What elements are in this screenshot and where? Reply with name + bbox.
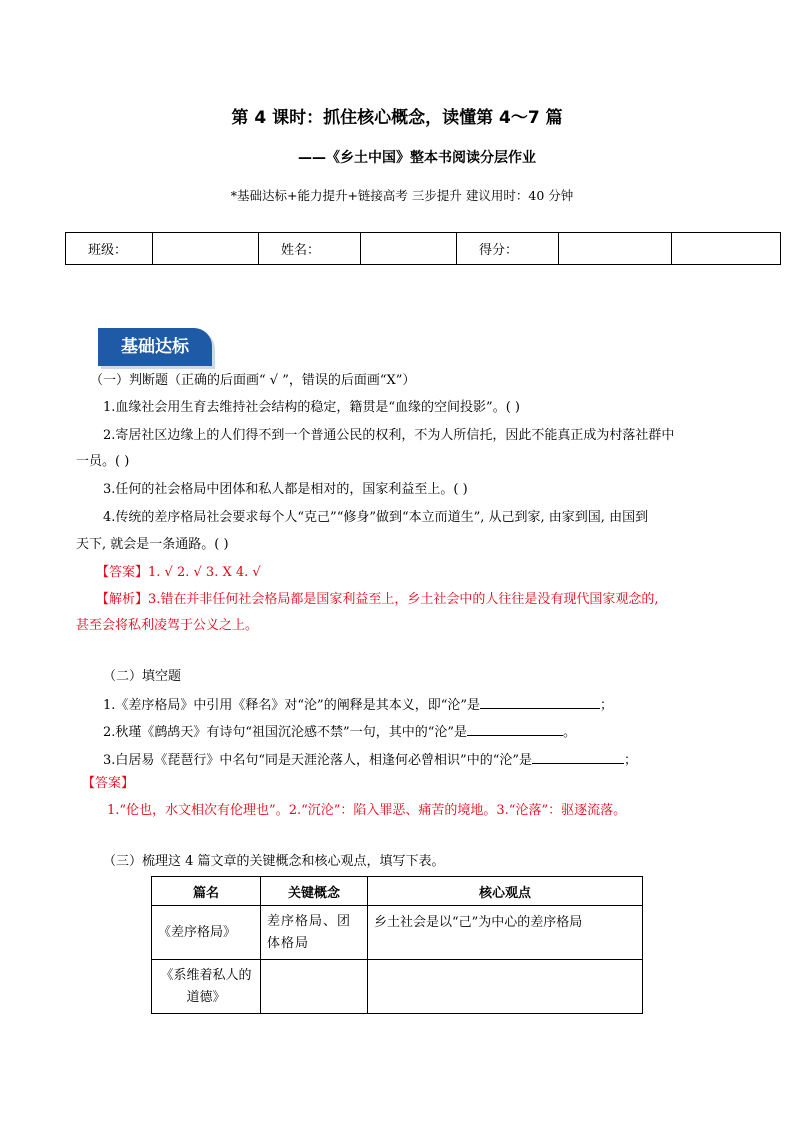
answer-text: 1. √ 2. √ 3. X 4. √ bbox=[148, 565, 261, 580]
fill-q3 bbox=[103, 749, 637, 771]
col-title: 篇名 bbox=[152, 877, 261, 906]
fill-q3-end: ； bbox=[624, 753, 638, 768]
col-view: 核心观点 bbox=[368, 877, 643, 906]
page-title: 第 4 课时：抓住核心概念，读懂第 4～7 篇 bbox=[231, 108, 563, 128]
part2-heading: （二）填空题 bbox=[103, 669, 182, 684]
fill-q2-text: 2.秋瑾《鹧鸪天》有诗句“祖国沉沦感不禁”一句，其中的“沦”是 bbox=[103, 725, 467, 740]
answer-label: 【答案】 bbox=[96, 565, 149, 580]
fill-q2-blank[interactable] bbox=[467, 721, 563, 736]
row-concept[interactable] bbox=[261, 960, 368, 1014]
part2-answer-label: 【答案】 bbox=[82, 776, 135, 791]
col-concept: 关键概念 bbox=[261, 877, 368, 906]
fill-q1-blank[interactable] bbox=[480, 694, 600, 709]
score-label: 得分： bbox=[457, 233, 559, 265]
class-label: 班级： bbox=[66, 233, 153, 265]
judge-q3: 3.任何的社会格局中团体和私人都是相对的，国家利益至上。( ) bbox=[103, 482, 468, 497]
judge-q1: 1.血缘社会用生育去维持社会结构的稳定，籍贯是“血缘的空间投影”。( ) bbox=[103, 400, 520, 415]
table-row bbox=[152, 906, 643, 960]
part1-heading: （一）判断题（正确的后面画“ √ ”，错误的后面画“X”） bbox=[90, 373, 416, 388]
judge-q4-line2: 天下, 就会是一条通路。( ) bbox=[76, 537, 229, 552]
row-title: 《差序格局》 bbox=[152, 906, 261, 960]
row-view: 乡土社会是以“己”为中心的差序格局 bbox=[368, 906, 643, 960]
judge-q2-line2: 一员。( ) bbox=[76, 454, 130, 469]
judge-q4-line1: 4.传统的差序格局社会要求每个人“克己”“修身”做到“本立而道生”, 从己到家, 由家到国, 由国到 bbox=[103, 510, 649, 525]
steps-note: *基础达标+能力提升+链接高考 三步提升 建议用时：40 分钟 bbox=[230, 188, 574, 203]
class-field[interactable] bbox=[153, 233, 259, 265]
fill-q1-end: ； bbox=[600, 698, 614, 713]
fill-q2-end: 。 bbox=[563, 725, 577, 740]
fill-q1 bbox=[103, 694, 613, 716]
summary-table bbox=[151, 876, 643, 1014]
page-subtitle: ——《乡土中国》整本书阅读分层作业 bbox=[298, 150, 536, 166]
row-concept: 差序格局、团体格局 bbox=[261, 906, 368, 960]
info-table bbox=[65, 232, 781, 265]
part1-analysis bbox=[96, 590, 659, 610]
analysis-text-1: 3.错在并非任何社会格局都是国家利益至上，乡土社会中的人往往是没有现代国家观念的, bbox=[148, 592, 659, 607]
fill-q3-blank[interactable] bbox=[532, 749, 624, 764]
analysis-text-2: 甚至会将私利凌驾于公义之上。 bbox=[76, 618, 259, 633]
row-view[interactable] bbox=[368, 960, 643, 1014]
name-field[interactable] bbox=[361, 233, 457, 265]
fill-q1-text: 1.《差序格局》中引用《释名》对“沦”的阐释是其本义，即“沦”是 bbox=[103, 698, 480, 713]
score-field[interactable] bbox=[559, 233, 672, 265]
section-badge: 基础达标 bbox=[98, 328, 212, 366]
name-label: 姓名： bbox=[259, 233, 361, 265]
row-title: 《系维着私人的道德》 bbox=[152, 960, 261, 1014]
part3-heading: （三）梳理这 4 篇文章的关键概念和核心观点，填写下表。 bbox=[103, 854, 445, 869]
extra-field[interactable] bbox=[672, 233, 781, 265]
table-row bbox=[152, 960, 643, 1014]
part2-answer-text: 1.“伦也，水文相次有伦理也”。2.“沉沦”：陷入罪恶、痛苦的境地。3.“沦落”：驱逐流落。 bbox=[107, 803, 627, 818]
judge-q2-line1: 2.寄居社区边缘上的人们得不到一个普通公民的权利，不为人所信托，因此不能真正成为村落社群中 bbox=[103, 428, 675, 443]
fill-q3-text: 3.白居易《琵琶行》中名句“同是天涯沦落人，相逢何必曾相识”中的“沦”是 bbox=[103, 753, 532, 768]
analysis-label: 【解析】 bbox=[96, 592, 149, 607]
part1-answer bbox=[96, 563, 261, 583]
fill-q2 bbox=[103, 721, 576, 743]
